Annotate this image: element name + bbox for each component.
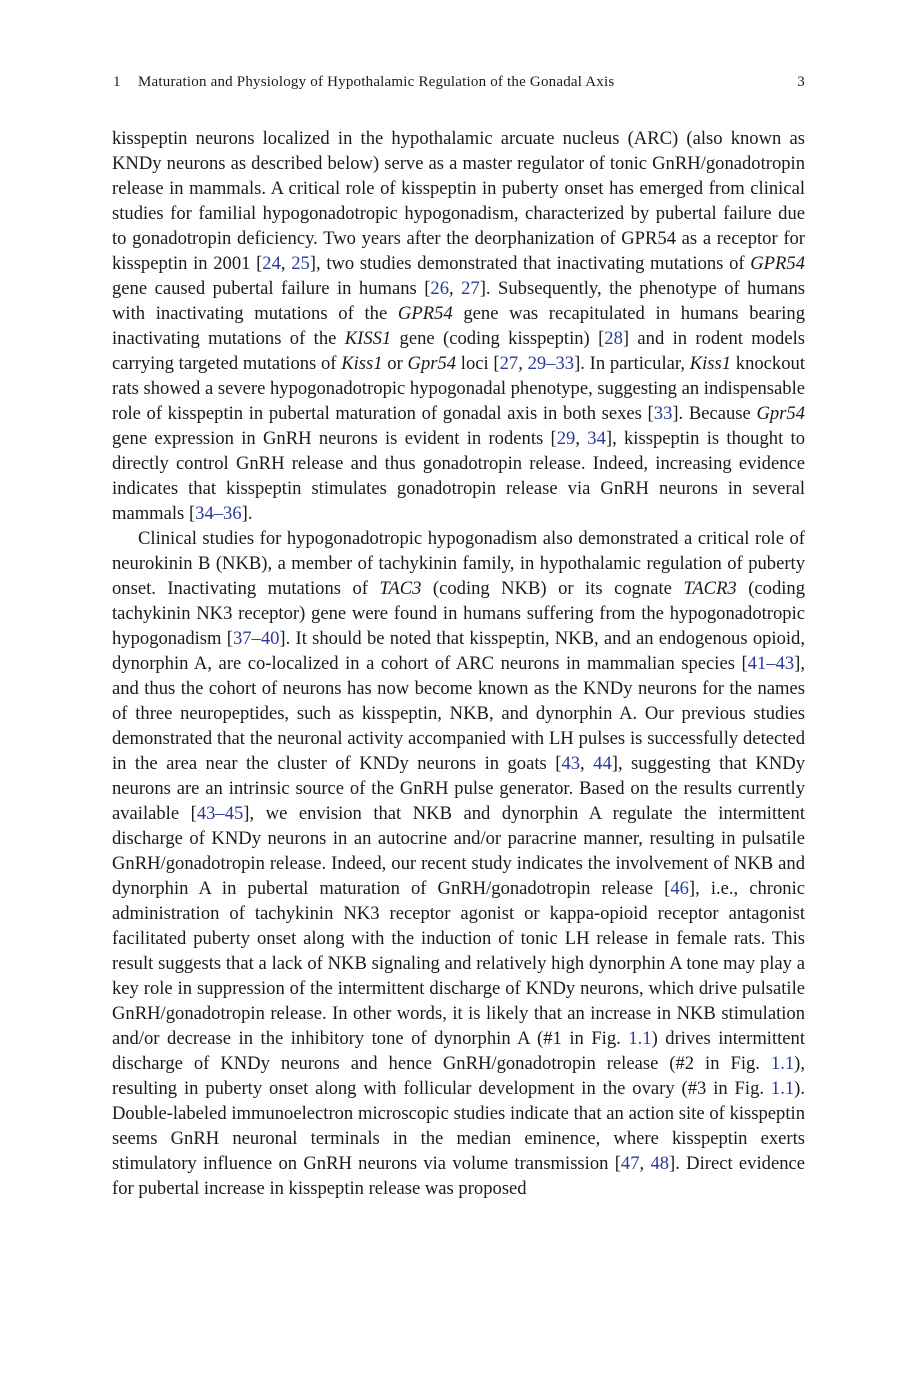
paragraph xyxy=(112,126,805,526)
italic-term: KISS1 xyxy=(344,328,392,349)
text-run: ]. Direct evidence for pubertal increase in kisspeptin release was proposed xyxy=(112,1153,805,1199)
text-run: gene (coding kisspeptin) [ xyxy=(391,328,605,349)
italic-term: Gpr54 xyxy=(756,403,805,424)
italic-term: TACR3 xyxy=(683,578,737,599)
text-run: gene caused pubertal failure in humans [ xyxy=(112,278,431,299)
text-run: ]. xyxy=(241,503,253,524)
text-run: loci [ xyxy=(456,353,500,374)
citation-link[interactable]: 43 xyxy=(561,753,581,774)
citation-link[interactable]: 48 xyxy=(650,1153,670,1174)
text-run: ]. Because xyxy=(672,403,757,424)
text-run: gene was recapitulated in humans bearing inactivating mutations of the xyxy=(112,303,805,349)
text-run: kisspeptin neurons localized in the hypothalamic arcuate nucleus (ARC) (also known as KNDy neurons as described below) serve as a master regulator of tonic GnRH/gonadotropin release in mammals. A critical role of kisspeptin in puberty onset has emerged from clinical studies for familial hypogonadotropic hypogonadism, characterized by pubertal failure due to gonadotropin deficiency. Two years after the deorphanization of GPR54 as a receptor for kisspeptin in 2001 [ xyxy=(112,128,805,274)
text-run: , xyxy=(449,278,462,299)
citation-link[interactable]: 29–33 xyxy=(527,353,575,374)
text-run: ], i.e., chronic administration of tachykinin NK3 receptor agonist or kappa-opioid receptor antagonist facilitated puberty onset along with the induction of tonic LH release in female rats. This result suggests that a lack of NKB signaling and relatively high dynorphin A tone may play a key role in suppression of the intermittent discharge of KNDy neurons, which drive pulsatile GnRH/gonadotropin release. In other words, it is likely that an increase in NKB stimulation and/or decrease in the inhibitory tone of dynorphin A (#1 in Fig. xyxy=(112,878,805,1049)
text-run: ). Double-labeled immunoelectron microscopic studies indicate that an action site of kisspeptin seems GnRH neuronal terminals in the median eminence, where kisspeptin exerts stimulatory influence on GnRH neurons via volume transmission [ xyxy=(112,1078,805,1174)
citation-link[interactable]: 1.1 xyxy=(770,1053,795,1074)
citation-link[interactable]: 37–40 xyxy=(232,628,280,649)
citation-link[interactable]: 27 xyxy=(499,353,519,374)
text-run: , xyxy=(280,253,292,274)
text-run: ], two studies demonstrated that inactivating mutations of xyxy=(309,253,751,274)
text-run: ]. In particular, xyxy=(574,353,690,374)
running-head xyxy=(113,74,805,94)
text-run: ]. Subsequently, the phenotype of humans with inactivating mutations of the xyxy=(112,278,806,324)
text-run: (coding tachykinin NK3 receptor) gene were found in humans suffering from the hypogonadotropic hypogonadism [ xyxy=(112,578,805,649)
citation-link[interactable]: 34 xyxy=(587,428,606,449)
citation-link[interactable]: 41–43 xyxy=(747,653,795,674)
citation-link[interactable]: 47 xyxy=(620,1153,640,1174)
citation-link[interactable]: 43–45 xyxy=(196,803,244,824)
text-run: knockout rats showed a severe hypogonadotropic hypogonadal phenotype, suggesting an indispensable role of kisspeptin in pubertal maturation of gonadal axis in both sexes [ xyxy=(112,353,805,424)
text-run: ], kisspeptin is thought to directly control GnRH release and thus gonadotropin release. Indeed, increasing evidence indicates that kisspeptin stimulates gonadotropin release via GnRH neurons in several mammals [ xyxy=(112,428,806,524)
citation-link[interactable]: 29 xyxy=(556,428,576,449)
citation-link[interactable]: 33 xyxy=(653,403,673,424)
text-run: , xyxy=(518,353,528,374)
text-run: (coding NKB) or its cognate xyxy=(421,578,684,599)
text-run: ]. It should be noted that kisspeptin, NKB, and an endogenous opioid, dynorphin A, are co-localized in a cohort of ARC neurons in mammalian species [ xyxy=(112,628,805,674)
italic-term: GPR54 xyxy=(750,253,805,274)
text-run: ] and in rodent models carrying targeted mutations of xyxy=(112,328,805,374)
text-run: , xyxy=(639,1153,651,1174)
citation-link[interactable]: 1.1 xyxy=(770,1078,795,1099)
citation-link[interactable]: 25 xyxy=(291,253,310,274)
text-run: ], and thus the cohort of neurons has now become known as the KNDy neurons for the names of three neuropeptides, such as kisspeptin, NKB, and dynorphin A. Our previous studies demonstrated that the neuronal activity accompanied with LH pulses is successfully detected in the area near the cluster of KNDy neurons in goats [ xyxy=(112,653,805,774)
citation-link[interactable]: 44 xyxy=(593,753,612,774)
citation-link[interactable]: 28 xyxy=(604,328,623,349)
body-text xyxy=(112,126,805,1201)
citation-link[interactable]: 46 xyxy=(670,878,689,899)
citation-link[interactable]: 34–36 xyxy=(195,503,242,524)
text-run: , xyxy=(580,753,594,774)
italic-term: Kiss1 xyxy=(341,353,383,374)
citation-link[interactable]: 24 xyxy=(262,253,281,274)
chapter-number: 1 xyxy=(113,74,121,90)
text-run: , xyxy=(575,428,588,449)
citation-link[interactable]: 26 xyxy=(430,278,449,299)
text-run: Clinical studies for hypogonadotropic hypogonadism also demonstrated a critical role of neurokinin B (NKB), a member of tachykinin family, in hypothalamic regulation of puberty onset. Inactivating mutations of xyxy=(112,528,805,599)
text-run: ) drives intermittent discharge of KNDy neurons and hence GnRH/gonadotropin release (#2 in Fig. xyxy=(112,1028,805,1074)
italic-term: Kiss1 xyxy=(689,353,732,374)
page-number: 3 xyxy=(797,74,805,90)
text-run: ), resulting in puberty onset along with follicular development in the ovary (#3 in Fig. xyxy=(112,1053,805,1099)
text-run: ], suggesting that KNDy neurons are an intrinsic source of the GnRH pulse generator. Based on the results currently available [ xyxy=(112,753,806,824)
citation-link[interactable]: 27 xyxy=(461,278,480,299)
citation-link[interactable]: 1.1 xyxy=(628,1028,652,1049)
text-run: gene expression in GnRH neurons is evident in rodents [ xyxy=(112,428,557,449)
italic-term: Gpr54 xyxy=(407,353,457,374)
paragraph xyxy=(112,526,805,1201)
italic-term: TAC3 xyxy=(379,578,422,599)
text-run: ], we envision that NKB and dynorphin A regulate the intermittent discharge of KNDy neurons in an autocrine and/or paracrine manner, resulting in pulsatile GnRH/gonadotropin release. Indeed, our recent study indicates the involvement of NKB and dynorphin A in pubertal maturation of GnRH/gonadotropin release [ xyxy=(112,803,805,899)
chapter-title: Maturation and Physiology of Hypothalamic Regulation of the Gonadal Axis xyxy=(138,74,615,90)
italic-term: GPR54 xyxy=(397,303,453,324)
text-run: or xyxy=(382,353,408,374)
